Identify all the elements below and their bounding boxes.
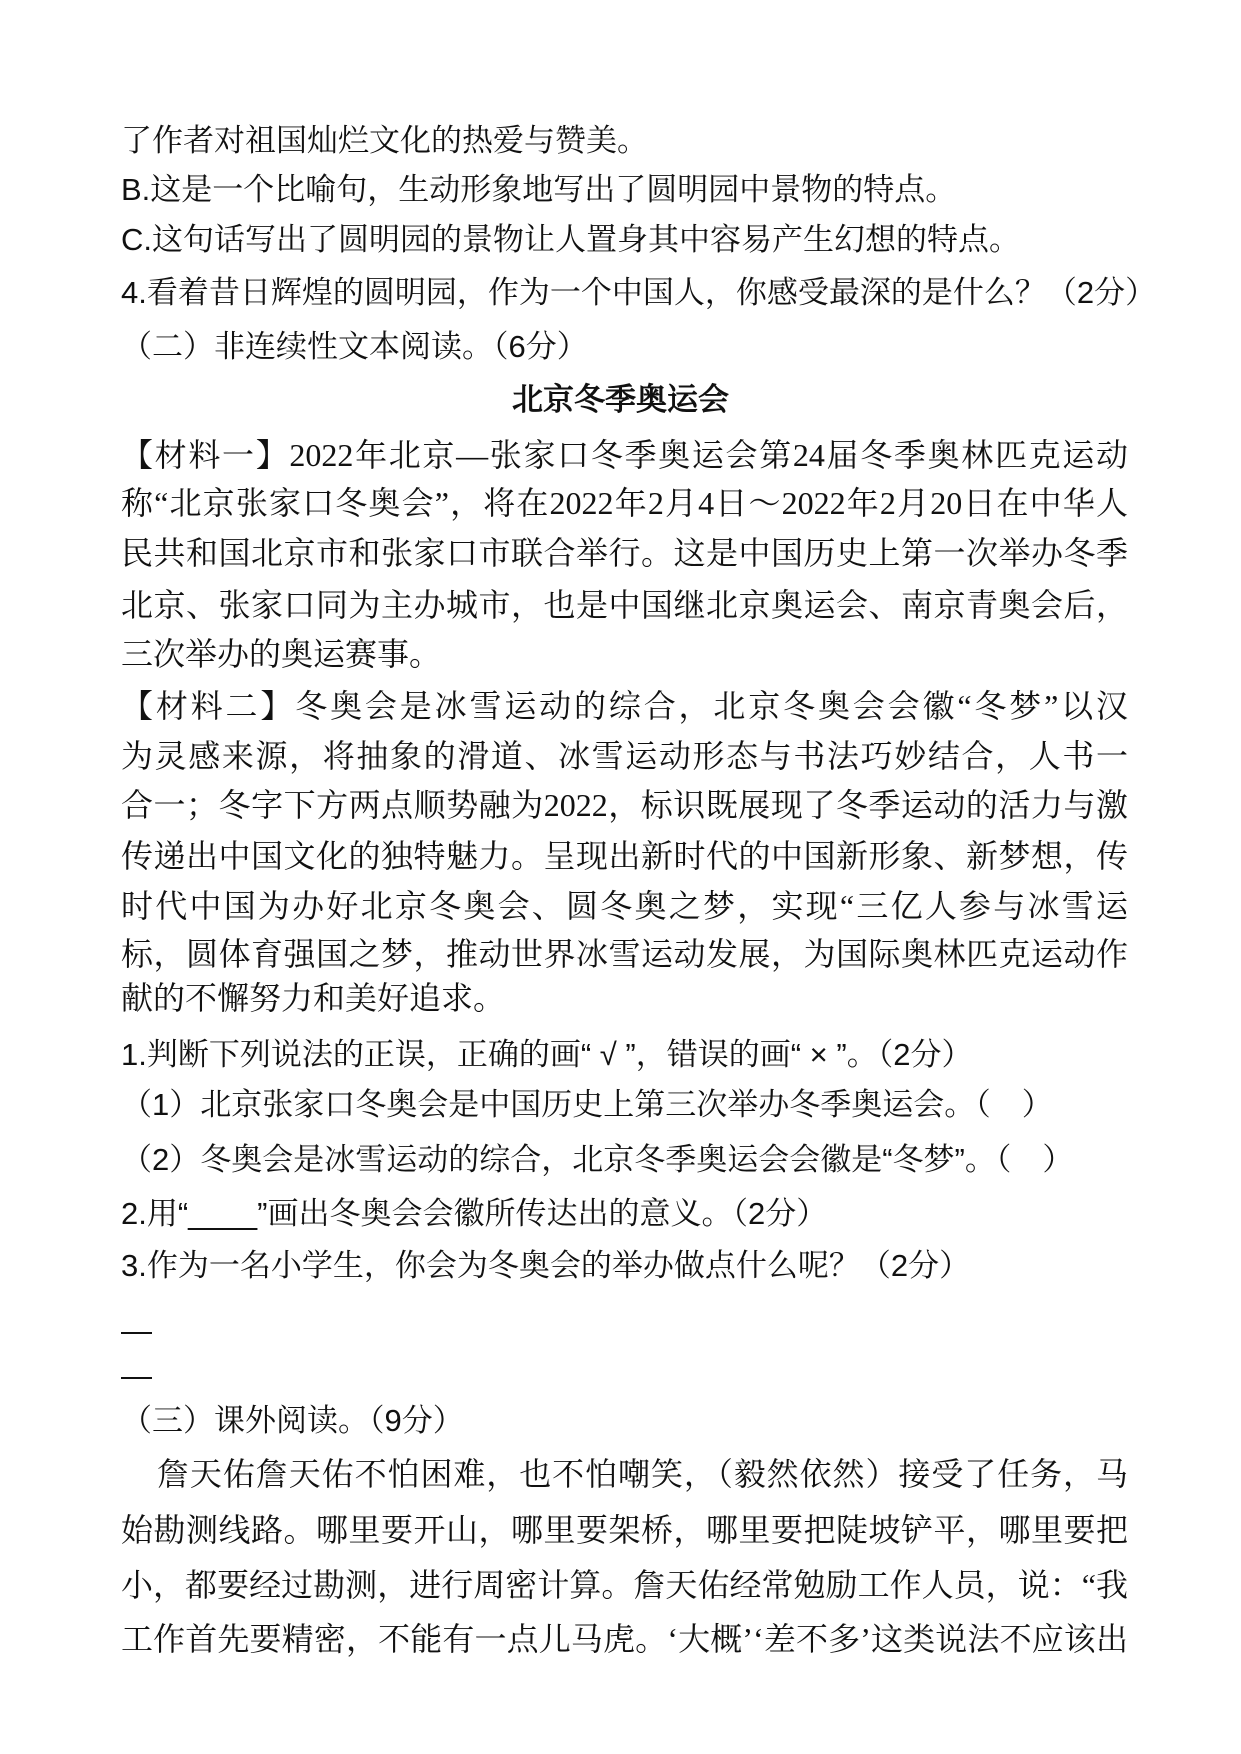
- passage-line: 小，都要经过勘测，进行周密计算。詹天佑经常勉励工作人员，说：“我: [121, 1567, 1128, 1603]
- material2-line: 传递出中国文化的独特魅力。呈现出新时代的中国新形象、新梦想，传: [121, 838, 1128, 874]
- option-b: B.这是一个比喻句，生动形象地写出了圆明园中景物的特点。: [121, 172, 957, 207]
- section-heading: （二）非连续性文本阅读。（6分）: [121, 329, 588, 364]
- option-c: C.这句话写出了圆明园的景物让人置身其中容易产生幻想的特点。: [121, 222, 1020, 257]
- material1-line: 民共和国北京市和张家口市联合举行。这是中国历史上第一次举办冬季: [121, 535, 1128, 571]
- section-heading: （三）课外阅读。（9分）: [121, 1403, 464, 1438]
- passage-line: 詹天佑詹天佑不怕困难，也不怕嘲笑，（毅然依然）接受了任务，马: [157, 1456, 1128, 1492]
- material2-line: 献的不懈努力和美好追求。: [121, 980, 506, 1016]
- question-3: 3.作为一名小学生，你会为冬奥会的举办做点什么呢？（2分）: [121, 1248, 971, 1283]
- material1-line: 三次举办的奥运赛事。: [121, 636, 442, 672]
- material2-line: 标，圆体育强国之梦，推动世界冰雪运动发展，为国际奥林匹克运动作: [121, 936, 1128, 972]
- question-1-item-1: （1）北京张家口冬奥会是中国历史上第三次举办冬季奥运会。（ ）: [121, 1087, 1053, 1122]
- material1-line: 【材料一】2022年北京—张家口冬季奥运会第24届冬季奥林匹克运动: [121, 437, 1128, 473]
- answer-line: —: [121, 1358, 152, 1393]
- material2-line: 时代中国为办好北京冬奥会、圆冬奥之梦，实现“三亿人参与冰雪运: [121, 888, 1128, 924]
- question-2: 2.用“____”画出冬奥会会徽所传达出的意义。（2分）: [121, 1196, 828, 1231]
- material2-line: 【材料二】冬奥会是冰雪运动的综合，北京冬奥会会徽“冬梦”以汉: [121, 688, 1128, 724]
- question-4: 4.看着昔日辉煌的圆明园，作为一个中国人，你感受最深的是什么？（2分）: [121, 275, 1157, 310]
- question-1-item-2: （2）冬奥会是冰雪运动的综合，北京冬季奥运会会徽是“冬梦”。（ ）: [121, 1142, 1074, 1177]
- article-title: 北京冬季奥运会: [512, 382, 729, 417]
- material1-line: 称“北京张家口冬奥会”，将在2022年2月4日～2022年2月20日在中华人: [121, 485, 1128, 521]
- material2-line: 为灵感来源，将抽象的滑道、冰雪运动形态与书法巧妙结合，人书一: [121, 738, 1128, 774]
- question-1: 1.判断下列说法的正误，正确的画“ √ ”，错误的画“ × ”。（2分）: [121, 1037, 973, 1072]
- material2-line: 合一；冬字下方两点顺势融为2022，标识既展现了冬季运动的活力与激: [121, 787, 1128, 823]
- material1-line: 北京、张家口同为主办城市，也是中国继北京奥运会、南京青奥会后，: [121, 587, 1128, 623]
- passage-line: 始勘测线路。哪里要开山，哪里要架桥，哪里要把陡坡铲平，哪里要把: [121, 1512, 1128, 1548]
- passage-line: 工作首先要精密，不能有一点儿马虎。‘大概’‘差不多’这类说法不应该出: [121, 1621, 1128, 1657]
- answer-line: —: [121, 1313, 152, 1348]
- text-line: 了作者对祖国灿烂文化的热爱与赞美。: [121, 123, 648, 158]
